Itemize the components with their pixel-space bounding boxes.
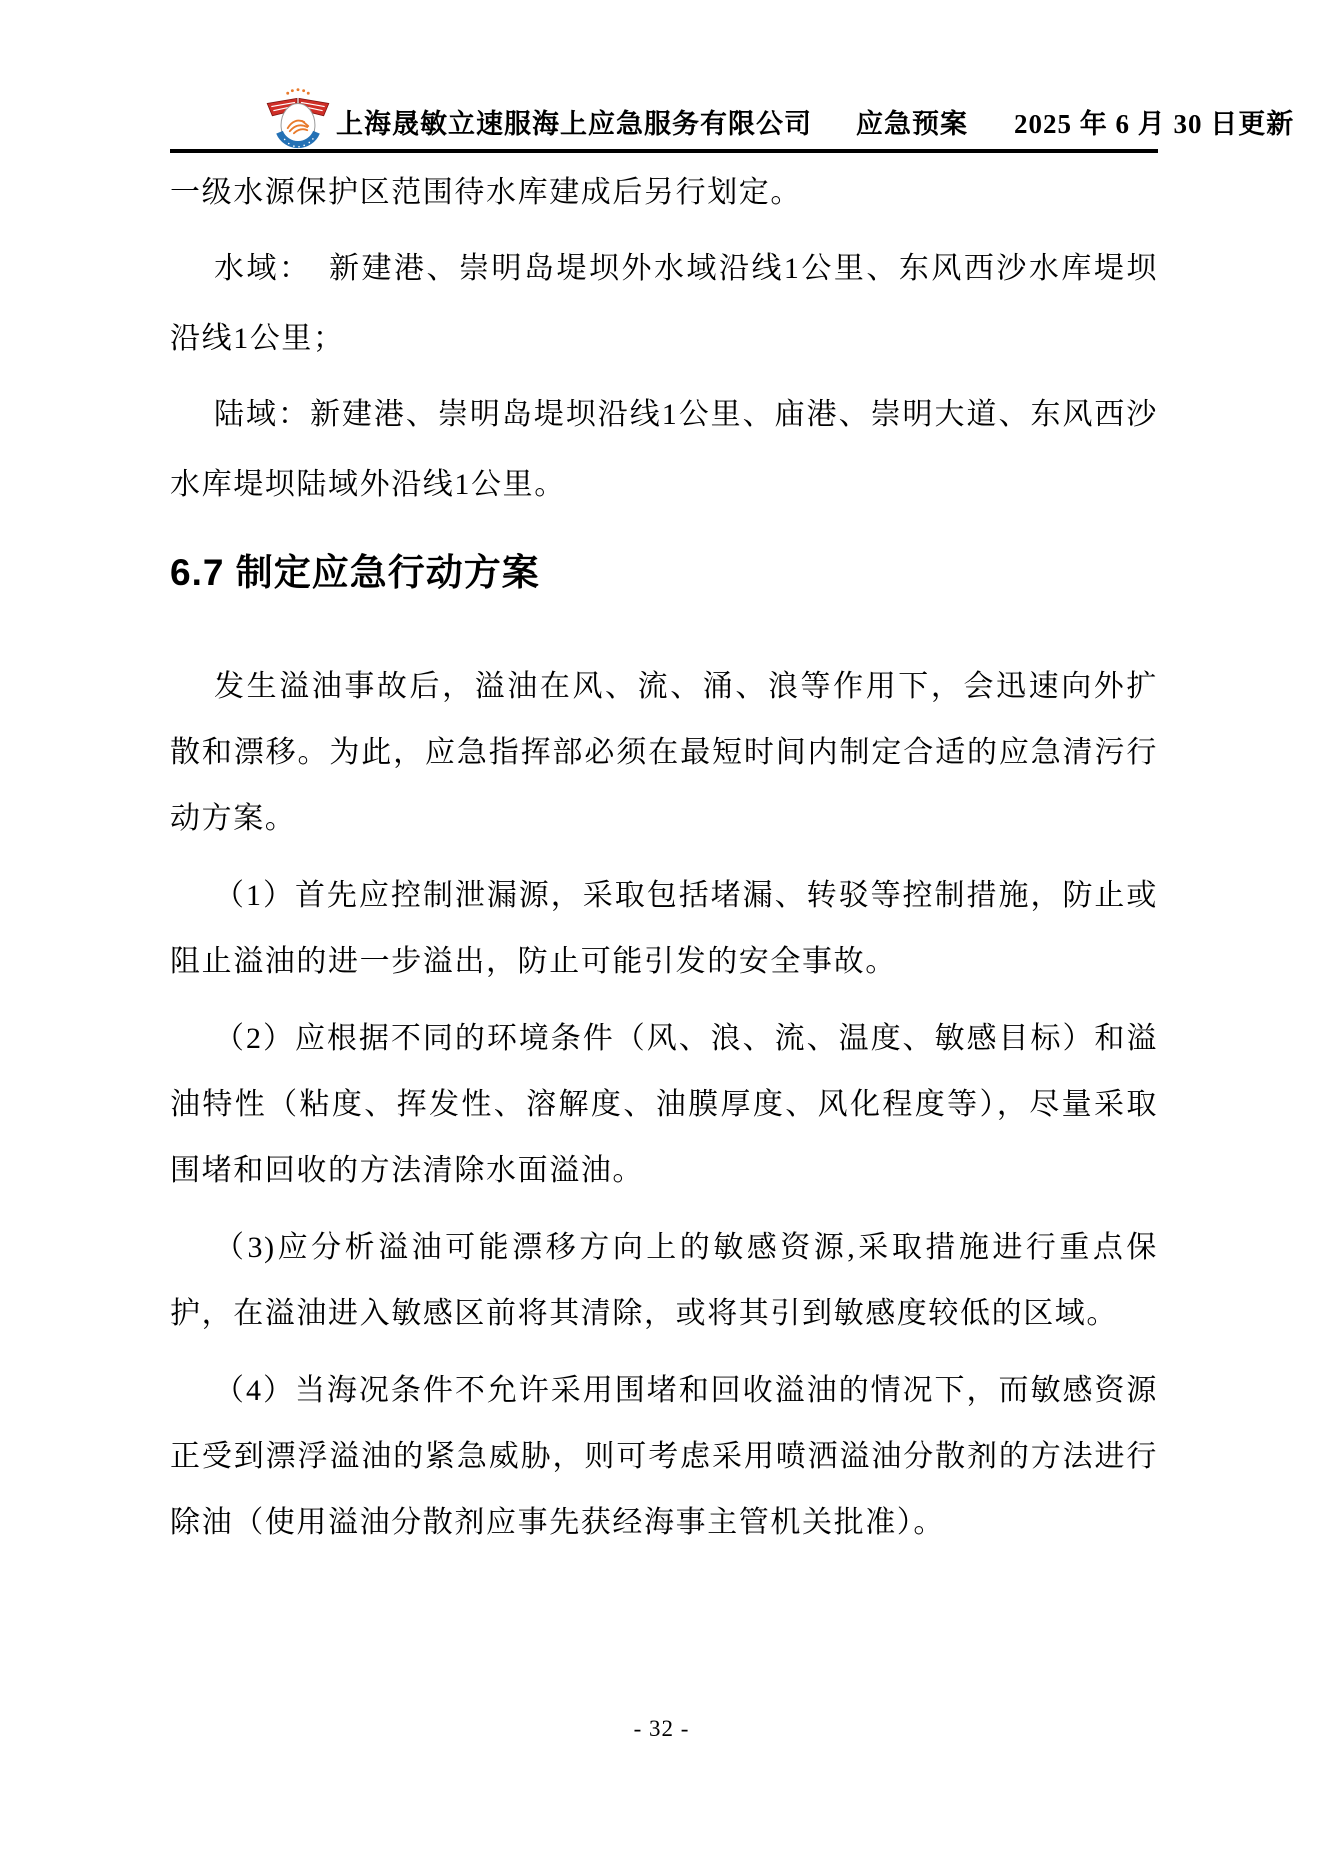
- paragraph-land-area: 陆域：新建港、崇明岛堤坝沿线1公里、庙港、崇明大道、东风西沙水库堤坝陆域外沿线1公里。: [170, 398, 1158, 501]
- list-item-2: （2）应根据不同的环境条件（风、浪、流、温度、敏感目标）和溢油特性（粘度、挥发性、溶解度、油膜厚度、风化程度等），尽量采取围堵和回收的方法清除水面溢油。: [170, 1022, 1158, 1188]
- list-item-3: （3)应分析溢油可能漂移方向上的敏感资源,采取措施进行重点保护，在溢油进入敏感区前将其清除，或将其引到敏感度较低的区域。: [170, 1231, 1158, 1331]
- list-item-1: （1）首先应控制泄漏源，采取包括堵漏、转驳等控制措施，防止或阻止溢油的进一步溢出，防止可能引发的安全事故。: [170, 879, 1158, 979]
- logo-stars: [286, 88, 309, 94]
- page-header: [336, 102, 1295, 141]
- section-6-7-content: [170, 654, 1158, 1556]
- list-item-4: （4）当海况条件不允许采用围堵和回收溢油的情况下，而敏感资源正受到漂浮溢油的紧急威胁，则可考虑采用喷洒溢油分散剂的方法进行除油（使用溢油分散剂应事先获经海事主管机关批准）。: [170, 1374, 1158, 1540]
- header-doc-type: 应急预案: [856, 109, 968, 139]
- document-body: [170, 158, 1158, 1567]
- page-number: - 32 -: [633, 1716, 690, 1741]
- intro-section: [170, 158, 1158, 520]
- header-divider: [170, 149, 1158, 153]
- section-heading-6-7: 6.7 制定应急行动方案: [170, 552, 540, 593]
- paragraph-water-area: 水域： 新建港、崇明岛堤坝外水域沿线1公里、东风西沙水库堤坝沿线1公里；: [170, 252, 1158, 355]
- paragraph-section-intro: 发生溢油事故后，溢油在风、流、涌、浪等作用下，会迅速向外扩散和漂移。为此，应急指挥部必须在最短时间内制定合适的应急清污行动方案。: [170, 670, 1158, 836]
- header-updated-date: 2025 年 6 月 30 日更新: [1014, 109, 1295, 139]
- header-company-name: 上海晟敏立速服海上应急服务有限公司: [336, 109, 812, 139]
- paragraph-protection-zone: 一级水源保护区范围待水库建成后另行划定。: [170, 176, 802, 209]
